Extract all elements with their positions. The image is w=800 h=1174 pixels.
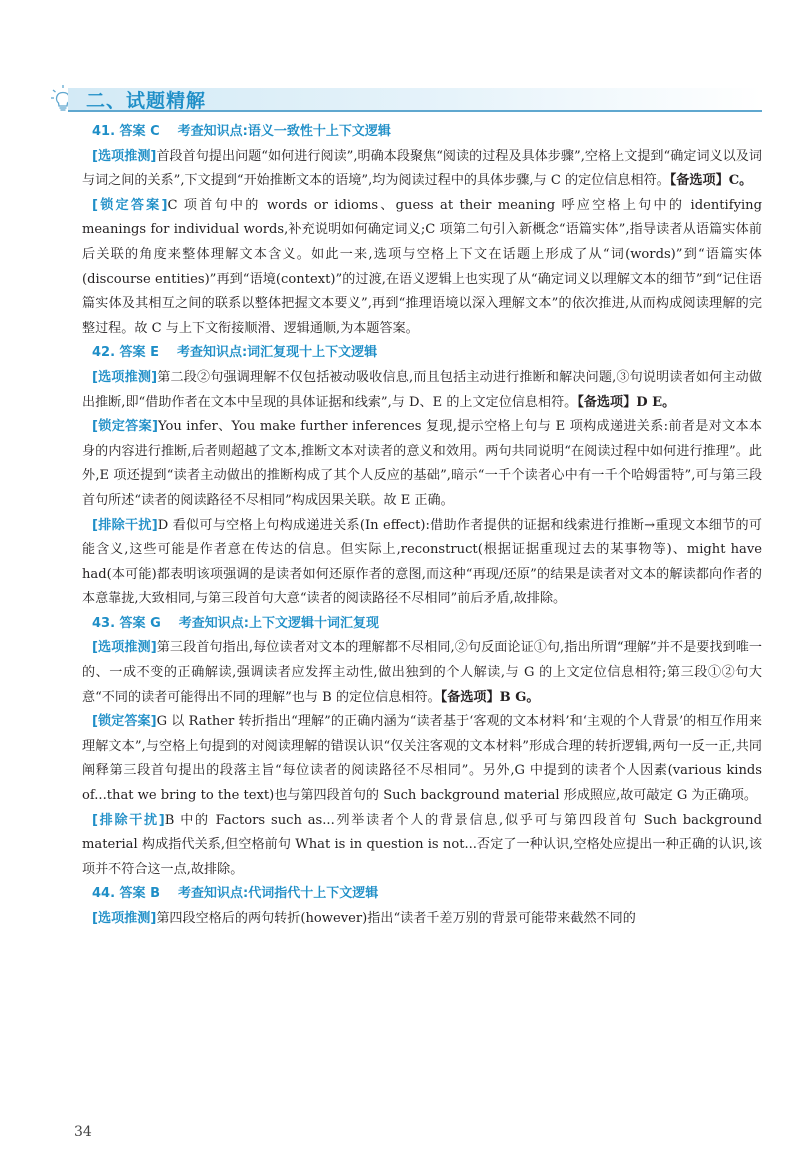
paragraph-text: 第二段②句强调理解不仅包括被动吸收信息,而且包括主动进行推断和解决问题,③句说明读者如何主动做出推断,即“借助作者在文本中呈现的具体证据和线索”,与 D、E 的上文定位信息相符。 <box>82 369 762 410</box>
section-title: 二、试题精解 <box>86 90 207 112</box>
q42-eliminate-distractor <box>82 514 762 612</box>
q43-option-guess <box>82 636 762 710</box>
section-header <box>50 84 762 112</box>
paragraph-text: B 中的 Factors such as...列举读者个人的背景信息,似乎可与第四段首句 Such background material 构成指代关系,但空格前句 What is in question is not...否定了一种认识,空格处应提出一种正确的认识,该项并不符合这一点,故排除。 <box>82 812 762 877</box>
tag-label: [选项推测] <box>92 911 157 926</box>
candidate-value: C。 <box>728 173 753 189</box>
question-43-heading <box>82 612 762 637</box>
candidate-label: 【备选项】 <box>440 689 500 705</box>
tag-label: [锁定答案] <box>92 197 168 213</box>
q41-confirm-answer <box>82 194 762 342</box>
paragraph-text: You infer、You make further inferences 复现,提示空格上句与 E 项构成递进关系:前者是对文本本身的内容进行推断,后者则超越了文本,推断文本对读者的意义和效用。两句共同说明“在阅读过程中如何进行推理”。此外,E 项还提到“读者主动做出的推断构成了其个人反应的基础”,暗示“一千个读者心中有一千个哈姆雷特”,可与第三段首句所述“读者的阅读路径不尽相同”构成因果关联。故 E 正确。 <box>82 419 762 508</box>
knowledge-point: 考查知识点:代词指代十上下文逻辑 <box>178 886 379 902</box>
candidate-value: D E。 <box>636 394 676 410</box>
candidate-label: 【备选项】 <box>577 394 637 410</box>
candidate-value: B G。 <box>499 689 540 705</box>
tag-label: [排除干扰] <box>92 812 165 828</box>
tag-label: [锁定答案] <box>92 419 158 435</box>
question-41-heading <box>82 120 762 145</box>
paragraph-text: D 看似可与空格上句构成递进关系(In effect):借助作者提供的证据和线索进行推断→重现文本细节的可能含义,这些可能是作者意在传达的信息。但实际上,reconstruct(根据证据重现过去的某事物等)、might have had(本可能)都表明该项强调的是读者如何还原作者的意图,而这种“再现/还原”的结果是读者对文本的解读都向作者的本意靠拢,大致相同,与第三段首句大意“读者的阅读路径不尽相同”前后矛盾,故排除。 <box>82 517 763 607</box>
question-44-heading <box>82 882 762 907</box>
answer-label: 41. 答案 C <box>92 124 160 139</box>
answer-label: 42. 答案 E <box>92 345 159 361</box>
answer-label: 43. 答案 G <box>92 615 161 631</box>
knowledge-point: 考查知识点:上下文逻辑十词汇复现 <box>178 615 379 631</box>
q41-option-guess <box>82 145 762 194</box>
paragraph-text: 第三段首句指出,每位读者对文本的理解都不尽相同,②句反面论证①句,指出所谓“理解”并不是要找到唯一的、一成不变的正确解读,强调读者应发挥主动性,做出独到的个人解读,与 G 的上文定位信息相符;第三段①②句大意“不同的读者可能得出不同的理解”也与 B 的定位信息相符。 <box>82 640 763 705</box>
paragraph-text: 第四段空格后的两句转折(however)指出“读者千差万别的背景可能带来截然不同的 <box>156 911 636 926</box>
paragraph-text: C 项首句中的 words or idioms、guess at their meaning 呼应空格上句中的 identifying meanings for individual words,补充说明如何确定词义;C 项第二句引入新概念“语篇实体”,指导读者从语篇实体前后关联的角度来整体理解文本含义。如此一来,选项与空格上下文在话题上形成了从“词(words)”到“语篇实体(discourse entities)”再到“语境(context)”的过渡,在语义逻辑上也实现了从“确定词义以理解文本的细节”到“记住语篇实体及其相互之间的联系以整体把握文本要义”,再到“推理语境以深入理解文本”的依次推进,从而构成阅读理解的完整过程。故 C 与上下文衔接顺滑、逻辑通顺,为本题答案。 <box>82 197 762 336</box>
knowledge-point: 考查知识点:词汇复现十上下文逻辑 <box>176 345 378 361</box>
answer-explanations <box>82 120 762 932</box>
tag-label: [排除干扰] <box>92 517 158 533</box>
q43-eliminate-distractor <box>82 809 762 883</box>
answer-label: 44. 答案 B <box>92 886 160 902</box>
tag-label: [选项推测] <box>92 640 157 656</box>
tag-label: [选项推测] <box>92 369 158 385</box>
page-number: 34 <box>74 1124 92 1140</box>
knowledge-point: 考查知识点:语义一致性十上下文逻辑 <box>177 124 391 139</box>
q42-confirm-answer <box>82 415 762 513</box>
paragraph-text: G 以 Rather 转折指出“理解”的正确内涵为“读者基于‘客观的文本材料’和‘主观的个人背景’的相互作用来理解文本”,与空格上句提到的对阅读理解的错误认识“仅关注客观的文本材料”形成合理的转折逻辑,两句一反一正,共同阐释第三段首句提出的段落主旨“每位读者的阅读路径不尽相同”。另外,G 中提到的读者个人因素(various kinds of...that we bring to the text)也与第四段首句的 Such background material 形成照应,故可敲定 G 为正确项。 <box>82 714 763 804</box>
paragraph-text: 首段首句提出问题“如何进行阅读”,明确本段聚焦“阅读的过程及具体步骤”,空格上文提到“确定词义以及词与词之间的关系”,下文提到“开始推断文本的语境”,均为阅读过程中的具体步骤,与 C 的定位信息相符。 <box>82 148 762 189</box>
q44-option-guess <box>82 907 762 932</box>
q43-confirm-answer <box>82 710 762 808</box>
q42-option-guess <box>82 366 762 415</box>
tag-label: [选项推测] <box>92 148 157 164</box>
question-42-heading <box>82 341 762 366</box>
tag-label: [锁定答案] <box>92 714 157 730</box>
candidate-label: 【备选项】 <box>669 173 729 189</box>
